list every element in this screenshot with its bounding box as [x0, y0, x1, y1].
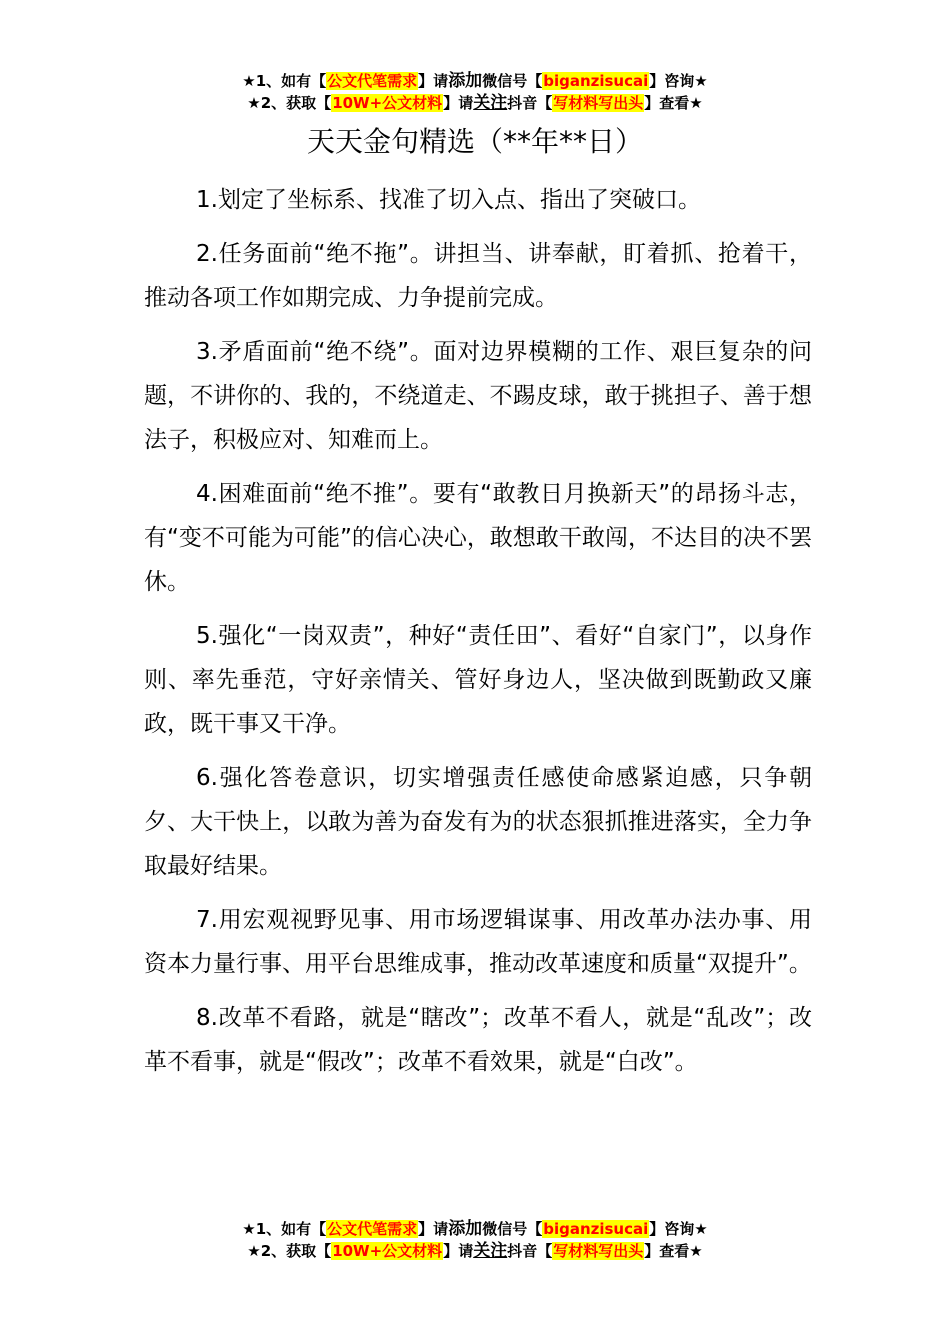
star-icon: ★	[247, 1242, 261, 1260]
footer-line-2	[0, 1240, 950, 1262]
banner-text: 2、获取【	[260, 94, 332, 112]
footer-banner	[0, 1218, 950, 1262]
highlight-douyin: 写材料写出头	[553, 1242, 644, 1260]
banner-text: 】请	[418, 72, 449, 90]
quote-paragraph: 2.任务面前“绝不拖”。讲担当、讲奉献，盯着抓、抢着干，推动各项工作如期完成、力争提前完成。	[144, 241, 812, 311]
quote-list	[144, 178, 812, 1094]
banner-text: 抖音【	[507, 94, 553, 112]
highlight-materials: 10W+公文材料	[332, 94, 443, 112]
highlight-wechat-id: biganzisucai	[543, 72, 649, 90]
banner-text: 1、如有【	[255, 1220, 327, 1238]
banner-emphasis: 添加	[448, 1219, 483, 1239]
quote-paragraph: 7.用宏观视野见事、用市场逻辑谋事、用改革办法办事、用资本力量行事、用平台思维成事，推动改革速度和质量“双提升”。	[144, 907, 812, 977]
banner-text: 】咨询★	[649, 1220, 708, 1238]
quote-paragraph: 4.困难面前“绝不推”。要有“敢教日月换新天”的昂扬斗志，有“变不可能为可能”的信心决心，敢想敢干敢闯，不达目的决不罢休。	[144, 481, 812, 595]
quote-paragraph: 5.强化“一岗双责”，种好“责任田”、看好“自家门”，以身作则、率先垂范，守好亲情关、管好身边人，坚决做到既勤政又廉政，既干事又干净。	[144, 623, 812, 737]
page-title: 天天金句精选（**年**日）	[306, 125, 643, 158]
footer-line-1	[0, 1218, 950, 1240]
highlight-materials: 10W+公文材料	[332, 1242, 443, 1260]
banner-line-2	[0, 92, 950, 114]
banner-emphasis: 关注	[473, 1241, 508, 1261]
banner-text: 微信号【	[482, 1220, 543, 1238]
quote-paragraph: 3.矛盾面前“绝不绕”。面对边界模糊的工作、艰巨复杂的问题，不讲你的、我的，不绕道走、不踢皮球，敢于挑担子、善于想法子，积极应对、知难而上。	[144, 339, 812, 453]
banner-text: 】查看★	[644, 94, 703, 112]
star-icon: ★	[242, 72, 256, 90]
highlight-douyin: 写材料写出头	[553, 94, 644, 112]
banner-emphasis: 关注	[473, 93, 508, 113]
banner-text: 】咨询★	[649, 72, 708, 90]
star-icon: ★	[242, 1220, 256, 1238]
banner-text: 】请	[443, 94, 474, 112]
banner-text: 】请	[418, 1220, 449, 1238]
banner-text: 】请	[443, 1242, 474, 1260]
banner-text: 微信号【	[482, 72, 543, 90]
banner-text: 1、如有【	[255, 72, 327, 90]
quote-paragraph: 8.改革不看路，就是“瞎改”；改革不看人，就是“乱改”；改革不看事，就是“假改”；改革不看效果，就是“白改”。	[144, 1005, 812, 1075]
highlight-service: 公文代笔需求	[327, 1220, 418, 1238]
banner-line-1	[0, 70, 950, 92]
banner-text: 】查看★	[644, 1242, 703, 1260]
header-banner	[0, 70, 950, 114]
quote-paragraph: 6.强化答卷意识，切实增强责任感使命感紧迫感，只争朝夕、大干快上，以敢为善为奋发有为的状态狠抓推进落实，全力争取最好结果。	[144, 765, 812, 879]
highlight-wechat-id: biganzisucai	[543, 1220, 649, 1238]
banner-text: 抖音【	[507, 1242, 553, 1260]
banner-emphasis: 添加	[448, 71, 483, 91]
star-icon: ★	[247, 94, 261, 112]
banner-text: 2、获取【	[260, 1242, 332, 1260]
highlight-service: 公文代笔需求	[327, 72, 418, 90]
quote-paragraph: 1.划定了坐标系、找准了切入点、指出了突破口。	[196, 187, 701, 213]
